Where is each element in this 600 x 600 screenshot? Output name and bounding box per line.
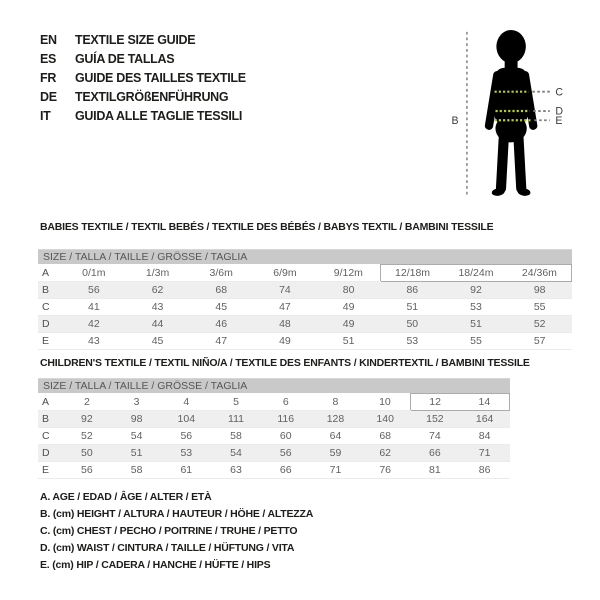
table-row — [38, 445, 510, 462]
size-cell: 24/36m — [508, 265, 572, 282]
size-cell: 54 — [112, 428, 162, 445]
size-cell: 61 — [161, 462, 211, 479]
size-cell: 44 — [126, 316, 190, 333]
legend-line: B. (cm) HEIGHT / ALTURA / HAUTEUR / HÖHE / ALTEZZA — [40, 508, 314, 520]
size-cell: 10 — [360, 394, 410, 411]
language-code: IT — [40, 109, 51, 123]
size-cell: 63 — [211, 462, 261, 479]
size-cell: 58 — [112, 462, 162, 479]
size-cell: 74 — [253, 282, 317, 299]
row-label: A — [38, 394, 62, 411]
size-cell: 51 — [444, 316, 508, 333]
language-row — [40, 88, 246, 107]
language-code: ES — [40, 52, 57, 66]
babies-size-table — [38, 249, 572, 350]
size-cell: 51 — [380, 299, 444, 316]
language-title: GUIDE DES TAILLES TEXTILE — [75, 71, 246, 85]
size-cell: 66 — [410, 445, 460, 462]
size-cell: 92 — [62, 411, 112, 428]
size-cell: 8 — [311, 394, 361, 411]
size-cell: 9/12m — [317, 265, 381, 282]
height-label: B — [451, 114, 459, 127]
row-label: E — [38, 462, 62, 479]
size-cell: 86 — [380, 282, 444, 299]
size-cell: 60 — [261, 428, 311, 445]
size-cell: 3/6m — [189, 265, 253, 282]
size-cell: 92 — [444, 282, 508, 299]
size-cell: 62 — [360, 445, 410, 462]
language-row — [40, 69, 246, 88]
size-cell: 56 — [161, 428, 211, 445]
table-row — [38, 394, 510, 411]
size-cell: 152 — [410, 411, 460, 428]
size-cell: 3 — [112, 394, 162, 411]
table-row — [38, 282, 572, 299]
size-cell: 80 — [317, 282, 381, 299]
size-cell: 41 — [62, 299, 126, 316]
size-cell: 18/24m — [444, 265, 508, 282]
size-cell: 71 — [311, 462, 361, 479]
size-cell: 54 — [211, 445, 261, 462]
language-code: FR — [40, 71, 57, 85]
table-row — [38, 333, 572, 350]
size-cell: 42 — [62, 316, 126, 333]
size-cell: 49 — [317, 316, 381, 333]
babies-section-title: BABIES TEXTILE / TEXTIL BEBÉS / TEXTILE DES BÉBÉS / BABYS TEXTIL / BAMBINI TESSILE — [40, 221, 494, 233]
legend-line: A. AGE / EDAD / ÂGE / ALTER / ETÀ — [40, 491, 212, 503]
language-row — [40, 31, 246, 50]
size-cell: 111 — [211, 411, 261, 428]
size-cell: 128 — [311, 411, 361, 428]
size-cell: 86 — [460, 462, 510, 479]
child-silhouette-figure — [425, 18, 600, 228]
childrens-size-header-bar: SIZE / TALLA / TAILLE / GRÖSSE / TAGLIA — [38, 378, 510, 393]
size-cell: 0/1m — [62, 265, 126, 282]
childrens-section-title: CHILDREN'S TEXTILE / TEXTIL NIÑO/A / TEXTILE DES ENFANTS / KINDERTEXTIL / BAMBINI TESSILE — [40, 357, 530, 369]
size-cell: 116 — [261, 411, 311, 428]
table-row — [38, 428, 510, 445]
size-cell: 56 — [62, 462, 112, 479]
language-code: DE — [40, 90, 57, 104]
language-title: TEXTILGRÖßENFÜHRUNG — [75, 90, 229, 104]
babies-size-header-bar: SIZE / TALLA / TAILLE / GRÖSSE / TAGLIA — [38, 249, 572, 264]
row-label: A — [38, 265, 62, 282]
size-cell: 6/9m — [253, 265, 317, 282]
legend-line: E. (cm) HIP / CADERA / HANCHE / HÜFTE / HIPS — [40, 559, 271, 571]
size-cell: 1/3m — [126, 265, 190, 282]
size-cell: 4 — [161, 394, 211, 411]
size-cell: 164 — [460, 411, 510, 428]
measurement-legend — [40, 489, 313, 574]
size-cell: 57 — [508, 333, 572, 350]
language-title: TEXTILE SIZE GUIDE — [75, 33, 196, 47]
language-title: GUIDA ALLE TAGLIE TESSILI — [75, 109, 243, 123]
size-cell: 76 — [360, 462, 410, 479]
size-cell: 98 — [112, 411, 162, 428]
size-cell: 49 — [253, 333, 317, 350]
size-cell: 59 — [311, 445, 361, 462]
language-row — [40, 50, 246, 69]
size-cell: 104 — [161, 411, 211, 428]
language-title: GUÍA DE TALLAS — [75, 52, 175, 66]
size-cell: 2 — [62, 394, 112, 411]
legend-line: C. (cm) CHEST / PECHO / POITRINE / TRUHE / PETTO — [40, 525, 298, 537]
table-row — [38, 411, 510, 428]
size-cell: 49 — [317, 299, 381, 316]
size-cell: 81 — [410, 462, 460, 479]
size-cell: 51 — [317, 333, 381, 350]
size-cell: 47 — [189, 333, 253, 350]
chest-label: C — [555, 86, 563, 99]
size-cell: 51 — [112, 445, 162, 462]
size-cell: 12/18m — [380, 265, 444, 282]
legend-line: D. (cm) WAIST / CINTURA / TAILLE / HÜFTUNG / VITA — [40, 542, 295, 554]
size-cell: 56 — [62, 282, 126, 299]
table-row — [38, 462, 510, 479]
language-row — [40, 107, 246, 126]
row-label: D — [38, 445, 62, 462]
size-cell: 14 — [460, 394, 510, 411]
size-cell: 46 — [189, 316, 253, 333]
size-cell: 98 — [508, 282, 572, 299]
child-silhouette — [489, 30, 533, 197]
size-cell: 43 — [62, 333, 126, 350]
size-cell: 140 — [360, 411, 410, 428]
size-cell: 68 — [189, 282, 253, 299]
table-row — [38, 299, 572, 316]
size-cell: 50 — [380, 316, 444, 333]
table-row — [38, 316, 572, 333]
size-cell: 68 — [360, 428, 410, 445]
childrens-size-table — [38, 378, 510, 479]
size-cell: 58 — [211, 428, 261, 445]
row-label: D — [38, 316, 62, 333]
size-cell: 52 — [508, 316, 572, 333]
size-cell: 5 — [211, 394, 261, 411]
size-cell: 55 — [444, 333, 508, 350]
size-cell: 66 — [261, 462, 311, 479]
size-cell: 53 — [161, 445, 211, 462]
size-cell: 52 — [62, 428, 112, 445]
size-cell: 53 — [380, 333, 444, 350]
table-row — [38, 265, 572, 282]
size-cell: 43 — [126, 299, 190, 316]
size-cell: 45 — [189, 299, 253, 316]
row-label: E — [38, 333, 62, 350]
language-code: EN — [40, 33, 57, 47]
size-cell: 71 — [460, 445, 510, 462]
size-cell: 62 — [126, 282, 190, 299]
size-cell: 6 — [261, 394, 311, 411]
size-cell: 45 — [126, 333, 190, 350]
size-cell: 48 — [253, 316, 317, 333]
hip-label: E — [555, 114, 563, 127]
size-cell: 50 — [62, 445, 112, 462]
size-cell: 53 — [444, 299, 508, 316]
size-cell: 84 — [460, 428, 510, 445]
waist-label: D — [555, 105, 563, 118]
size-cell: 74 — [410, 428, 460, 445]
size-cell: 55 — [508, 299, 572, 316]
language-title-list — [40, 31, 246, 126]
row-label: B — [38, 282, 62, 299]
size-cell: 12 — [410, 394, 460, 411]
size-cell: 64 — [311, 428, 361, 445]
size-cell: 47 — [253, 299, 317, 316]
row-label: C — [38, 299, 62, 316]
row-label: C — [38, 428, 62, 445]
size-cell: 56 — [261, 445, 311, 462]
row-label: B — [38, 411, 62, 428]
